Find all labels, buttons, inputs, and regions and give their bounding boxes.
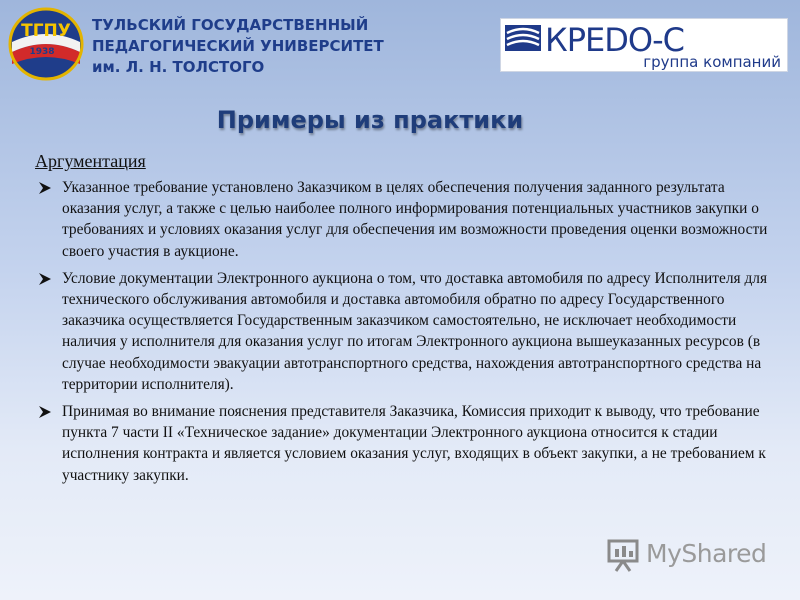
university-logo xyxy=(8,6,418,82)
university-name-line-2: ПЕДАГОГИЧЕСКИЙ УНИВЕРСИТЕТ xyxy=(92,37,384,55)
bullet-item xyxy=(38,401,768,486)
university-badge-text: ТГПУ xyxy=(21,21,71,41)
university-name-line-3: им. Л. Н. ТОЛСТОГО xyxy=(92,58,265,76)
watermark-text: MyShared xyxy=(646,539,767,568)
arrow-bullet-icon xyxy=(38,181,52,195)
bullet-item xyxy=(38,177,768,262)
university-emblem xyxy=(10,9,82,79)
university-name-line-1: ТУЛЬСКИЙ ГОСУДАРСТВЕННЫЙ xyxy=(92,16,369,34)
bullet-item xyxy=(38,268,768,395)
bullet-text: Указанное требование установлено Заказчиком в целях обеспечения получения заданного результата оказания услуг, а также с целью наиболее полного информирования потенциальных участников закупки о требованиях и условиях оказания услуг для обеспечения им возможности проведения оценки возможности своего участия в аукционе. xyxy=(62,179,768,260)
arrow-bullet-icon xyxy=(38,272,52,286)
bullet-text: Принимая во внимание пояснения представителя Заказчика, Комиссия приходит к выводу, что требование пункта 7 части II «Техническое задание» документации Электронного аукциона относится к стадии исполнения контракта и является условием оказания услуг, входящих в объект закупки, а не требованием к участнику закупки. xyxy=(62,403,766,484)
slide-title: Примеры из практики xyxy=(216,106,524,134)
section-heading: Аргументация xyxy=(35,151,146,171)
presentation-icon xyxy=(606,537,642,573)
university-founding-year: 1938 xyxy=(29,47,55,57)
company-emblem xyxy=(505,25,541,51)
bullet-text: Условие документации Электронного аукциона о том, что доставка автомобиля по адресу Исполнителя для технического обслуживания автомобиля и доставка автомобиля обратно по адресу Государственного заказчика осуществляется Государственным заказчиком самостоятельно, не исключает необходимости наличия у исполнителя для оказания услуг по итогам Электронного аукциона вышеуказанных ресурсов (в случае необходимости эвакуации автотранспортного средства, нахождения автотранспортного средства на территории исполнителя). xyxy=(62,269,768,393)
bullet-list xyxy=(38,177,768,492)
company-logo xyxy=(500,18,788,72)
arrow-bullet-icon xyxy=(38,405,52,419)
company-tagline: группа компаний xyxy=(643,53,781,71)
company-name: КРЕDО-С xyxy=(545,21,684,59)
watermark xyxy=(606,537,766,573)
